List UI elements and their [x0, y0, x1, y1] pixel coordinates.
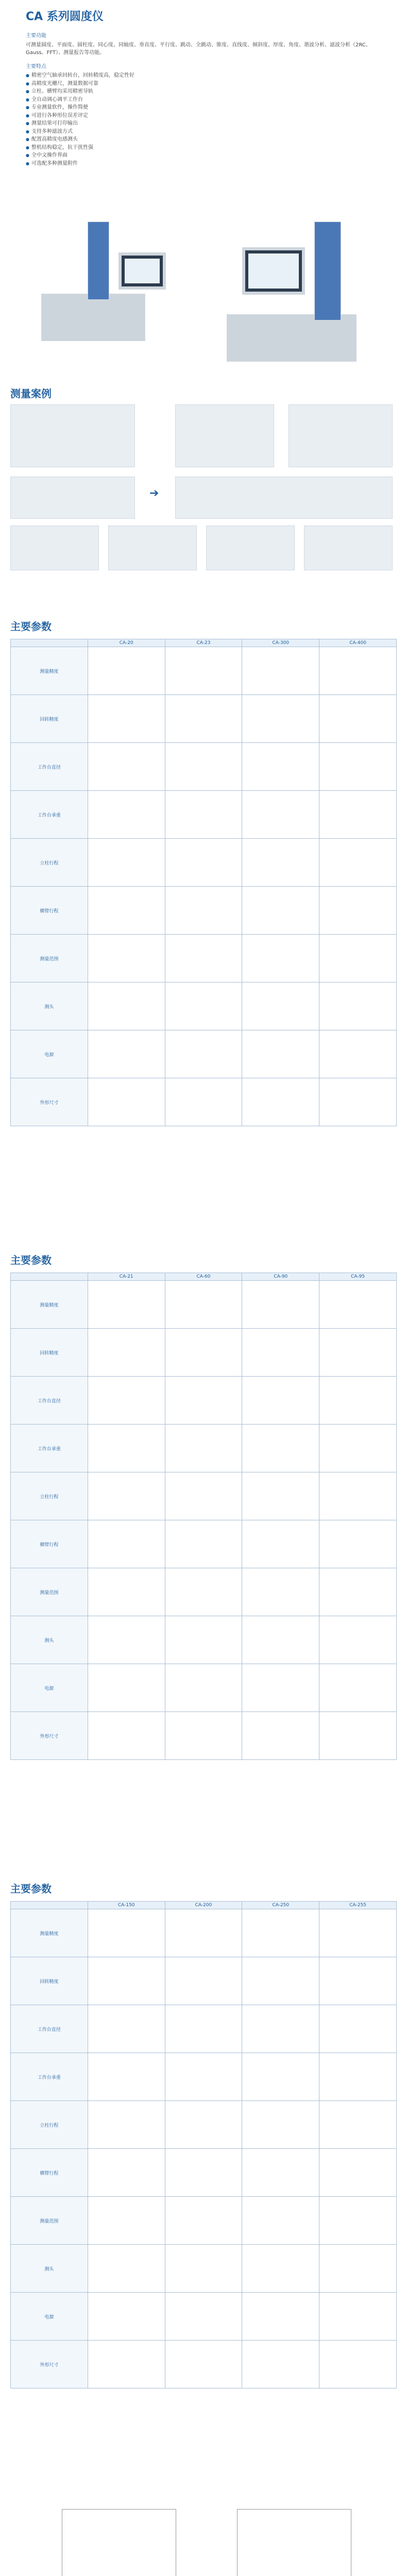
row-cell [88, 1030, 165, 1078]
row-cell [242, 1030, 319, 1078]
row-cell [319, 1616, 397, 1664]
row-cell [165, 1909, 242, 1957]
row-label: 测量范围 [11, 935, 88, 982]
model-header: CA-200 [165, 1902, 242, 1909]
row-cell [165, 887, 242, 935]
table-row [11, 1664, 397, 1712]
row-label: 测量精度 [11, 1281, 88, 1329]
feature-item: ● 精密空气轴承回转台，回转精度高，稳定性好 [26, 72, 386, 80]
row-cell [319, 647, 397, 695]
features-list [26, 72, 386, 167]
row-label: 电源 [11, 1030, 88, 1078]
row-label: 回转精度 [11, 1329, 88, 1377]
row-cell [88, 1425, 165, 1472]
model-header: CA-95 [319, 1273, 397, 1281]
row-cell [165, 1425, 242, 1472]
row-cell [165, 2245, 242, 2293]
table-row [11, 2101, 397, 2149]
params-title: 主要参数 [10, 620, 52, 633]
row-label: 工作台直径 [11, 2005, 88, 2053]
table-row [11, 695, 397, 743]
row-cell [242, 2341, 319, 2388]
row-label: 测头 [11, 982, 88, 1030]
table-row [11, 791, 397, 839]
model-header: CA-255 [319, 1902, 397, 1909]
row-cell [319, 1909, 397, 1957]
row-label: 工作台承重 [11, 1425, 88, 1472]
row-cell [319, 982, 397, 1030]
model-header: CA-21 [88, 1273, 165, 1281]
table-row [11, 2197, 397, 2245]
row-cell [242, 1957, 319, 2005]
model-header: CA-150 [88, 1902, 165, 1909]
cases-area [10, 404, 397, 572]
row-cell [165, 2005, 242, 2053]
row-cell [319, 839, 397, 887]
row-cell [165, 2101, 242, 2149]
row-cell [319, 1281, 397, 1329]
params-title: 主要参数 [10, 1254, 52, 1266]
row-cell [242, 1909, 319, 1957]
row-cell [242, 1377, 319, 1425]
case-photo-2 [10, 477, 135, 519]
row-cell [88, 2149, 165, 2197]
row-cell [88, 1281, 165, 1329]
table-row [11, 1957, 397, 2005]
arrow-icon: ➔ [149, 487, 159, 500]
row-cell [242, 2101, 319, 2149]
row-cell [165, 791, 242, 839]
row-cell [319, 2101, 397, 2149]
row-cell [319, 1520, 397, 1568]
row-cell [88, 1520, 165, 1568]
row-cell [242, 1472, 319, 1520]
feature-item: ● 可选配多种测量附件 [26, 160, 386, 168]
case-photo-5 [206, 526, 295, 570]
row-cell [242, 695, 319, 743]
row-cell [88, 647, 165, 695]
row-cell [319, 1078, 397, 1126]
monitor-left [118, 252, 166, 290]
params-table [10, 1273, 397, 1760]
row-cell [88, 2005, 165, 2053]
row-cell [88, 1909, 165, 1957]
table-row [11, 2005, 397, 2053]
row-cell [165, 695, 242, 743]
table-header-blank [11, 1902, 88, 1909]
row-cell [165, 1664, 242, 1712]
row-cell [165, 1472, 242, 1520]
params-table [10, 639, 397, 1126]
case-photo-1 [10, 404, 135, 467]
row-cell [165, 1520, 242, 1568]
row-cell [242, 2293, 319, 2341]
row-cell [165, 2053, 242, 2101]
row-cell [319, 2293, 397, 2341]
row-cell [319, 1329, 397, 1377]
row-cell [165, 1568, 242, 1616]
row-cell [88, 982, 165, 1030]
row-cell [88, 743, 165, 791]
row-cell [242, 1664, 319, 1712]
table-row [11, 2245, 397, 2293]
row-cell [242, 1329, 319, 1377]
row-cell [88, 1712, 165, 1760]
row-label: 工作台直径 [11, 743, 88, 791]
row-cell [319, 1957, 397, 2005]
row-label: 测量精度 [11, 647, 88, 695]
row-cell [88, 887, 165, 935]
table-row [11, 1616, 397, 1664]
row-label: 测量精度 [11, 1909, 88, 1957]
table-row [11, 935, 397, 982]
row-cell [165, 982, 242, 1030]
table-row [11, 2293, 397, 2341]
row-cell [88, 2293, 165, 2341]
row-label: 测量范围 [11, 2197, 88, 2245]
feature-item: ● 全中文操作界面 [26, 151, 386, 160]
row-cell [242, 2149, 319, 2197]
row-cell [319, 935, 397, 982]
table-row [11, 1909, 397, 1957]
table-row [11, 2341, 397, 2388]
cases-title: 测量案例 [10, 387, 52, 400]
feature-item: ● 配置高精度电感测头 [26, 135, 386, 144]
row-cell [88, 695, 165, 743]
row-cell [319, 1472, 397, 1520]
row-cell [88, 2341, 165, 2388]
row-cell [319, 695, 397, 743]
row-cell [88, 935, 165, 982]
feature-item: ● 专业测量软件，操作简便 [26, 104, 386, 112]
row-label: 工作台承重 [11, 2053, 88, 2101]
row-cell [88, 2101, 165, 2149]
row-cell [242, 2245, 319, 2293]
table-row [11, 743, 397, 791]
row-cell [242, 647, 319, 695]
table-row [11, 647, 397, 695]
row-cell [165, 1957, 242, 2005]
row-cell [319, 1712, 397, 1760]
intro-block [26, 8, 386, 167]
row-cell [165, 1377, 242, 1425]
row-cell [165, 743, 242, 791]
row-cell [242, 2197, 319, 2245]
case-screen-3 [175, 477, 393, 519]
row-cell [242, 791, 319, 839]
row-label: 测量范围 [11, 1568, 88, 1616]
row-cell [88, 1664, 165, 1712]
row-cell [88, 1377, 165, 1425]
row-cell [319, 2245, 397, 2293]
table-header-blank [11, 639, 88, 647]
table-row [11, 982, 397, 1030]
row-label: 立柱行程 [11, 839, 88, 887]
feature-item: ● 全自动调心调平工作台 [26, 96, 386, 104]
row-cell [319, 1664, 397, 1712]
feature-item: ● 整机结构稳定，抗干扰性强 [26, 144, 386, 152]
table-header-blank [11, 1273, 88, 1281]
row-cell [88, 2245, 165, 2293]
row-cell [319, 2005, 397, 2053]
row-cell [242, 982, 319, 1030]
feature-item: ● 高精度光栅尺，测量数据可靠 [26, 80, 386, 88]
table-row [11, 1030, 397, 1078]
row-cell [242, 743, 319, 791]
row-cell [165, 2149, 242, 2197]
row-label: 横臂行程 [11, 887, 88, 935]
model-header: CA-23 [165, 639, 242, 647]
feature-item: ● 支持多种滤波方式 [26, 128, 386, 136]
case-screen-2 [289, 404, 393, 467]
feature-item: ● 立柱、横臂均采用精密导轨 [26, 88, 386, 96]
row-cell [88, 1329, 165, 1377]
machine-base-left [41, 294, 145, 341]
row-cell [319, 2149, 397, 2197]
row-cell [242, 1712, 319, 1760]
row-cell [88, 1957, 165, 2005]
row-label: 回转精度 [11, 1957, 88, 2005]
machine-base-right [227, 314, 357, 362]
row-cell [165, 1329, 242, 1377]
case-photo-3 [10, 526, 99, 570]
row-cell [165, 839, 242, 887]
row-cell [319, 1377, 397, 1425]
row-cell [242, 1568, 319, 1616]
table-row [11, 839, 397, 887]
row-cell [165, 1616, 242, 1664]
row-cell [165, 1078, 242, 1126]
row-label: 外形尺寸 [11, 1078, 88, 1126]
row-cell [319, 1568, 397, 1616]
table-row [11, 1472, 397, 1520]
row-label: 测头 [11, 2245, 88, 2293]
row-cell [242, 839, 319, 887]
case-photo-4 [108, 526, 197, 570]
row-cell [319, 791, 397, 839]
case-photo-6 [304, 526, 393, 570]
table-row [11, 1425, 397, 1472]
row-label: 立柱行程 [11, 2101, 88, 2149]
row-label: 横臂行程 [11, 2149, 88, 2197]
model-header: CA-250 [242, 1902, 319, 1909]
row-cell [165, 2341, 242, 2388]
case-screen-1 [175, 404, 274, 467]
drawing-1 [62, 2509, 176, 2576]
row-cell [88, 1568, 165, 1616]
features-label: 主要特点 [26, 64, 46, 70]
row-cell [319, 2197, 397, 2245]
monitor-right [242, 247, 305, 295]
row-label: 外形尺寸 [11, 2341, 88, 2388]
row-label: 横臂行程 [11, 1520, 88, 1568]
model-header: CA-20 [88, 639, 165, 647]
product-photos [10, 216, 397, 366]
row-cell [165, 1030, 242, 1078]
row-cell [319, 2341, 397, 2388]
machine-column-right [314, 222, 341, 320]
row-cell [165, 935, 242, 982]
row-cell [242, 2053, 319, 2101]
row-cell [242, 935, 319, 982]
row-cell [88, 839, 165, 887]
row-label: 立柱行程 [11, 1472, 88, 1520]
row-label: 测头 [11, 1616, 88, 1664]
row-cell [88, 1472, 165, 1520]
row-cell [319, 2053, 397, 2101]
row-label: 电源 [11, 2293, 88, 2341]
table-row [11, 2053, 397, 2101]
drawing-2 [237, 2509, 351, 2576]
table-row [11, 1377, 397, 1425]
table-row [11, 1281, 397, 1329]
params-table [10, 1901, 397, 2388]
params-title: 主要参数 [10, 1883, 52, 1895]
row-cell [165, 2293, 242, 2341]
machine-column-left [88, 222, 109, 300]
table-row [11, 1329, 397, 1377]
model-header: CA-90 [242, 1273, 319, 1281]
row-cell [88, 2053, 165, 2101]
row-label: 外形尺寸 [11, 1712, 88, 1760]
row-cell [319, 743, 397, 791]
row-cell [242, 1520, 319, 1568]
row-cell [242, 1425, 319, 1472]
overview-text: 可测量圆度、平面度、圆柱度、同心度、同轴度、垂直度、平行度、跳动、全跳动、锥度、直线度、倾斜度、厚度、角度、谐波分析、滤波分析（2RC、Gauss、FFT）、测量报告等功能。 [26, 42, 371, 56]
drawings-area [21, 2509, 386, 2576]
row-cell [88, 1616, 165, 1664]
table-row [11, 2149, 397, 2197]
row-cell [319, 887, 397, 935]
row-cell [165, 647, 242, 695]
table-row [11, 1078, 397, 1126]
table-row [11, 887, 397, 935]
row-cell [242, 1616, 319, 1664]
overview-label: 主要功能 [26, 33, 46, 39]
row-cell [88, 791, 165, 839]
row-cell [242, 887, 319, 935]
page-title: CA 系列圆度仪 [26, 10, 104, 23]
row-cell [319, 1030, 397, 1078]
row-cell [242, 2005, 319, 2053]
table-row [11, 1520, 397, 1568]
model-header: CA-400 [319, 639, 397, 647]
row-cell [242, 1281, 319, 1329]
row-cell [165, 1712, 242, 1760]
row-cell [319, 1425, 397, 1472]
row-cell [88, 1078, 165, 1126]
model-header: CA-300 [242, 639, 319, 647]
table-row [11, 1568, 397, 1616]
row-label: 工作台承重 [11, 791, 88, 839]
table-row [11, 1712, 397, 1760]
feature-item: ● 可进行各种形位误差评定 [26, 112, 386, 120]
row-label: 电源 [11, 1664, 88, 1712]
row-label: 工作台直径 [11, 1377, 88, 1425]
model-header: CA-60 [165, 1273, 242, 1281]
row-label: 回转精度 [11, 695, 88, 743]
row-cell [165, 2197, 242, 2245]
row-cell [165, 1281, 242, 1329]
row-cell [242, 1078, 319, 1126]
feature-item: ● 测量结果可打印输出 [26, 120, 386, 128]
row-cell [88, 2197, 165, 2245]
